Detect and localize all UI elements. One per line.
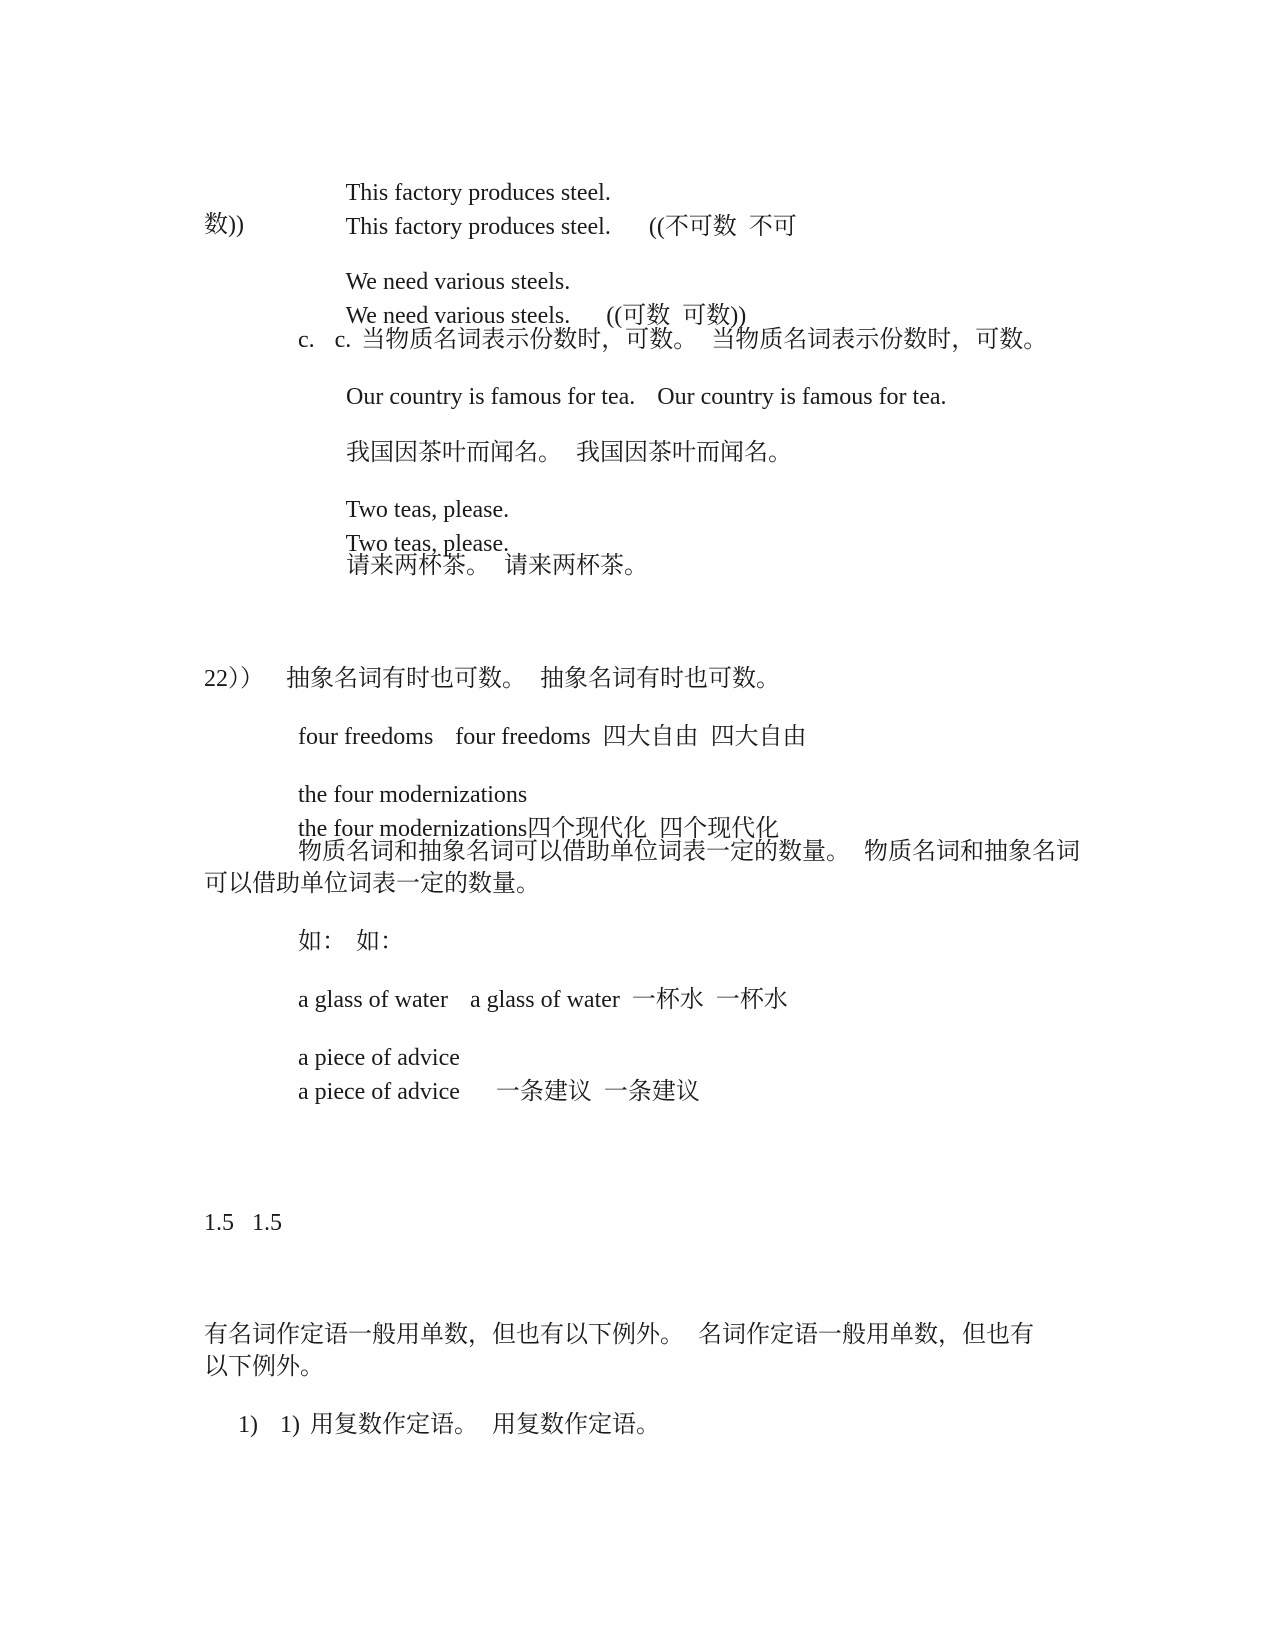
example-sentence-duplicate: Two teas, please. <box>345 531 510 557</box>
section-number-duplicate: 1.5 <box>252 1210 282 1236</box>
example-sentence-duplicate: We need various steels. <box>345 303 571 329</box>
paragraph-text: 有名词作定语一般用单数，但也有以下例外。 <box>204 1322 684 1348</box>
paragraph-text: 物质名词和抽象名词可以借助单位词表一定的数量。 <box>298 839 850 865</box>
paragraph-text-duplicate-end: 可以借助单位词表一定的数量。 <box>204 871 540 897</box>
example-translation-duplicate: 我国因茶叶而闻名。 <box>576 440 792 466</box>
example-phrase: a glass of water <box>298 987 448 1013</box>
countability-note: ((可数 <box>606 303 671 329</box>
countability-note-duplicate: 可数)) <box>682 303 747 329</box>
example-sentence: Two teas, please. <box>345 497 510 523</box>
such-as-label: 如： <box>298 929 346 955</box>
example-phrase-duplicate: the four modernizations <box>298 816 528 842</box>
rule-text: 当物质名词表示份数时，可数。 <box>361 327 698 353</box>
countability-note-end: 数)) <box>204 212 244 238</box>
example-phrase-duplicate: a glass of water <box>469 987 620 1013</box>
teas-example-zh-line <box>322 515 648 617</box>
example-translation: 四个现代化 <box>527 816 648 842</box>
example-translation: 一条建议 <box>495 1079 592 1105</box>
paragraph-text-duplicate-end: 以下例外。 <box>204 1354 324 1380</box>
example-translation-duplicate: 四大自由 <box>710 724 807 750</box>
example-translation: 我国因茶叶而闻名。 <box>346 440 562 466</box>
paragraph-text-duplicate-start: 名词作定语一般用单数，但也有 <box>698 1322 1034 1348</box>
list-marker-duplicate: c. <box>334 327 352 353</box>
example-translation: 四大自由 <box>602 724 699 750</box>
example-sentence-duplicate: Our country is famous for tea. <box>657 384 947 410</box>
list-marker: 22）） <box>204 666 264 692</box>
list-marker: 1) <box>238 1412 258 1438</box>
section-number: 1.5 <box>204 1210 234 1236</box>
rule-text: 用复数作定语。 <box>310 1412 478 1438</box>
example-phrase: four freedoms <box>298 724 434 750</box>
example-sentence: Our country is famous for tea. <box>346 384 636 410</box>
rule-text-duplicate: 当物质名词表示份数时，可数。 <box>711 327 1048 353</box>
countability-note-duplicate: 不可 <box>748 214 797 240</box>
example-translation-duplicate: 一杯水 <box>715 987 788 1013</box>
countability-note: ((不可数 <box>648 214 737 240</box>
section-heading <box>180 1172 282 1274</box>
example-sentence-duplicate: This factory produces steel. <box>345 214 611 240</box>
example-phrase: a piece of advice <box>298 1045 460 1071</box>
example-sentence: This factory produces steel. <box>345 180 611 206</box>
steel-uncountable-note-wrap <box>180 174 244 276</box>
paragraph-text-duplicate-start: 物质名词和抽象名词 <box>864 839 1080 865</box>
example-sentence: We need various steels. <box>345 269 571 295</box>
such-as-label-duplicate: 如： <box>356 929 404 955</box>
rule-text-duplicate: 用复数作定语。 <box>492 1412 660 1438</box>
example-phrase: the four modernizations <box>298 782 528 808</box>
example-translation: 请来两杯茶。 <box>346 553 490 579</box>
example-translation-duplicate: 一条建议 <box>603 1079 700 1105</box>
rule-text: 抽象名词有时也可数。 <box>286 666 526 692</box>
list-marker-duplicate: 1) <box>280 1412 300 1438</box>
advice-example-line <box>274 1007 700 1143</box>
rule-1-line <box>214 1374 660 1476</box>
list-marker: c. <box>298 327 315 353</box>
example-translation-duplicate: 四个现代化 <box>659 816 780 842</box>
example-phrase-duplicate: four freedoms <box>455 724 591 750</box>
rule-text-duplicate: 抽象名词有时也可数。 <box>540 666 780 692</box>
example-translation: 一杯水 <box>631 987 704 1013</box>
example-phrase-duplicate: a piece of advice <box>298 1079 460 1105</box>
example-translation-duplicate: 请来两杯茶。 <box>504 553 648 579</box>
